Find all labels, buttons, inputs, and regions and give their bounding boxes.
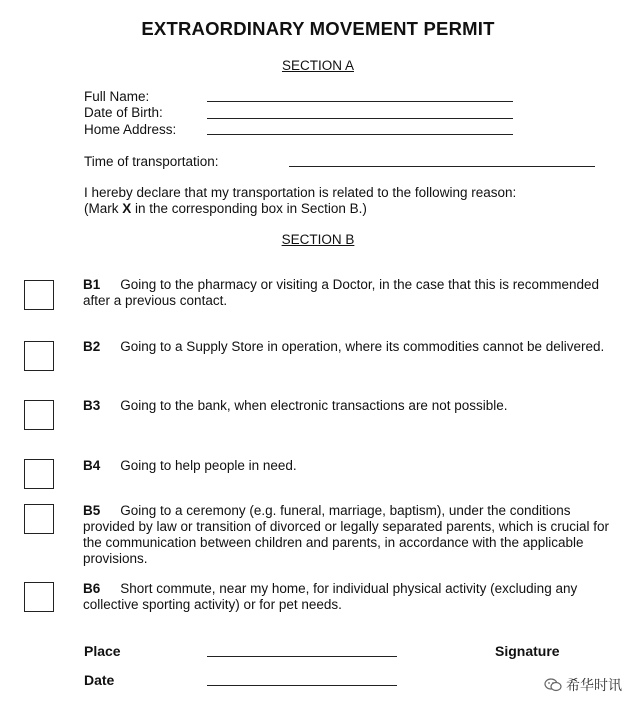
- declaration-line-2: (Mark X in the corresponding box in Section B.): [84, 201, 367, 216]
- item-code: B4: [83, 458, 101, 473]
- declaration-mark: X: [122, 201, 132, 216]
- item-text: Going to help people in need.: [120, 458, 297, 473]
- item-b5: [83, 503, 623, 567]
- time-of-transportation-field[interactable]: [289, 166, 595, 167]
- item-b3: [83, 398, 623, 414]
- checkbox-b2[interactable]: [24, 341, 54, 371]
- item-text: Short commute, near my home, for individual physical activity (excluding any collective sporting activity) or for pet needs.: [83, 581, 578, 612]
- item-code: B2: [83, 339, 101, 354]
- item-code: B6: [83, 581, 101, 596]
- declaration-text: [84, 185, 516, 217]
- checkbox-b6[interactable]: [24, 582, 54, 612]
- item-code: B3: [83, 398, 101, 413]
- item-code: B1: [83, 277, 101, 292]
- full-name-field[interactable]: [207, 101, 513, 102]
- place-field[interactable]: [207, 656, 397, 657]
- checkbox-b3[interactable]: [24, 400, 54, 430]
- date-of-birth-field[interactable]: [207, 118, 513, 119]
- checkbox-b5[interactable]: [24, 504, 54, 534]
- watermark-text: 希华时讯: [566, 677, 622, 693]
- item-text: Going to the pharmacy or visiting a Doctor, in the case that this is recommended after a previous contact.: [83, 277, 600, 308]
- declaration-line-1: I hereby declare that my transportation is related to the following reason:: [84, 185, 517, 200]
- checkbox-b4[interactable]: [24, 459, 54, 489]
- item-b2: [83, 339, 623, 355]
- item-b4: [83, 458, 623, 474]
- section-a-heading: SECTION A: [281, 58, 354, 73]
- date-field[interactable]: [207, 685, 397, 686]
- checkbox-b1[interactable]: [24, 280, 54, 310]
- full-name-label: Full Name:: [84, 89, 150, 104]
- date-label: Date: [84, 672, 115, 688]
- item-b6: [83, 581, 623, 613]
- item-text: Going to the bank, when electronic transactions are not possible.: [120, 398, 508, 413]
- home-address-field[interactable]: [207, 134, 513, 135]
- signature-label: Signature: [495, 643, 560, 659]
- wechat-icon: [544, 678, 562, 692]
- home-address-label: Home Address:: [84, 122, 177, 137]
- watermark: [544, 675, 622, 695]
- item-text: Going to a ceremony (e.g. funeral, marriage, baptism), under the conditions provided by law or transition of divorced or legally separated parents, which is crucial for the communication between children and parents, in accordance with the applicable provisions.: [83, 503, 610, 566]
- item-text: Going to a Supply Store in operation, where its commodities cannot be delivered.: [120, 339, 605, 354]
- time-of-transportation-label: Time of transportation:: [84, 154, 219, 169]
- place-label: Place: [84, 643, 121, 659]
- date-of-birth-label: Date of Birth:: [84, 105, 163, 120]
- section-b-heading: SECTION B: [281, 232, 355, 247]
- page-title: EXTRAORDINARY MOVEMENT PERMIT: [141, 18, 495, 39]
- item-b1: [83, 277, 623, 309]
- item-code: B5: [83, 503, 101, 518]
